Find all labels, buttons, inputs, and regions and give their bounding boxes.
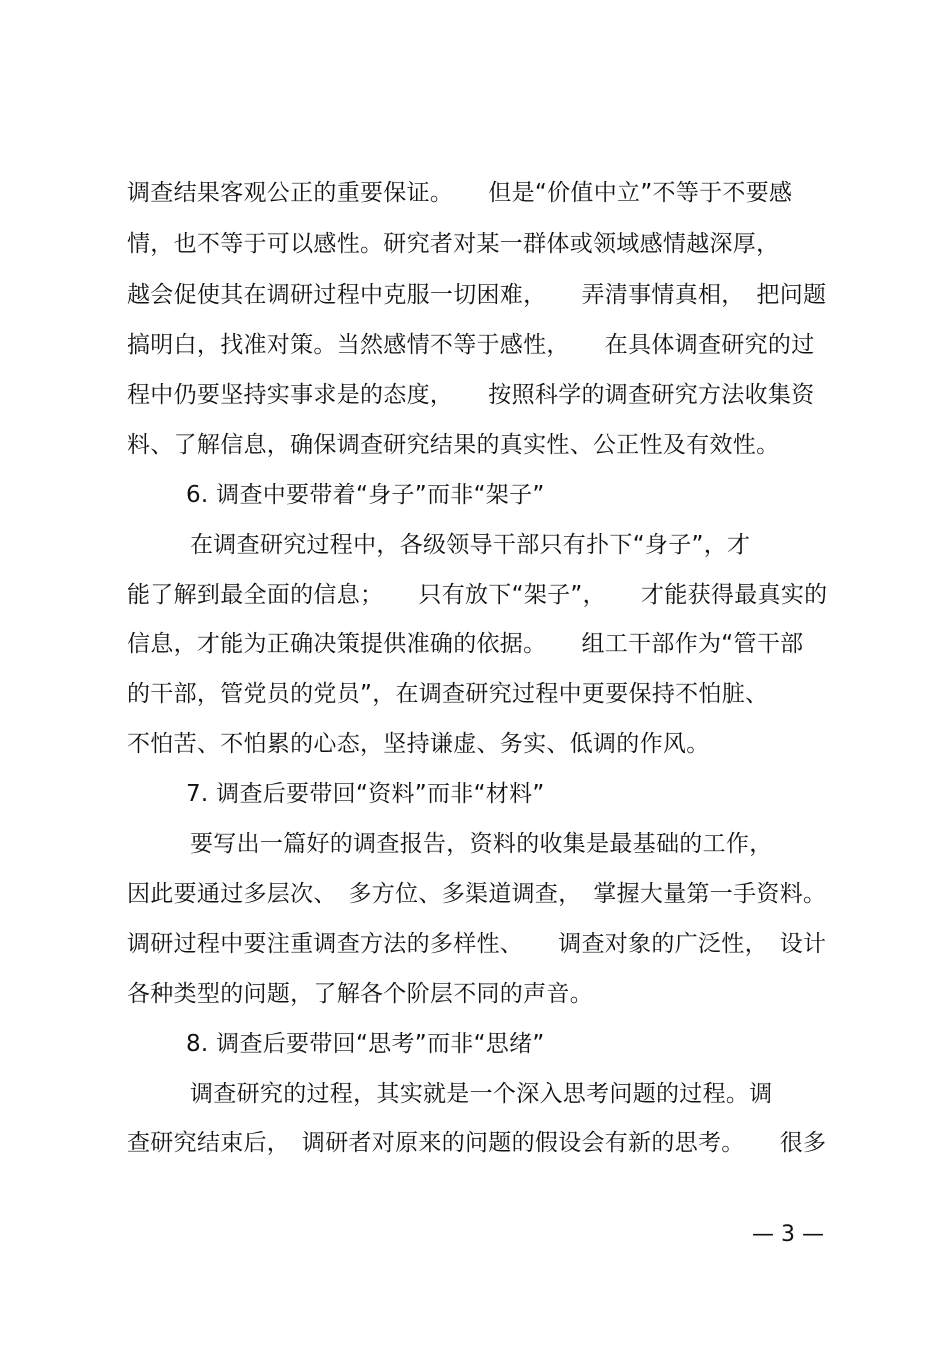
text-line: 调研过程中要注重调查方法的多样性、 调查对象的广泛性， 设计 <box>127 931 827 957</box>
text-line: 的干部，管党员的党员”，在调查研究过程中更要保持不怕脏、 <box>127 681 769 707</box>
text-line: 料、了解信息，确保调查研究结果的真实性、公正性及有效性。 <box>127 432 780 458</box>
section-heading: 7. 调查后要带回“资料”而非“材料” <box>186 781 545 807</box>
section-heading: 8. 调查后要带回“思考”而非“思绪” <box>186 1031 545 1057</box>
text-line: 查研究结束后， 调研者对原来的问题的假设会有新的思考。 很多 <box>127 1130 827 1156</box>
text-line: 因此要通过多层次、 多方位、多渠道调查， 掌握大量第一手资料。 <box>127 881 827 907</box>
text-line: 能了解到最全面的信息； 只有放下“架子”， 才能获得最真实的 <box>127 582 828 608</box>
text-line: 各种类型的问题，了解各个阶层不同的声音。 <box>127 981 593 1007</box>
text-line: 不怕苦、不怕累的心态，坚持谦虚、务实、低调的作风。 <box>127 731 710 757</box>
text-line: 调查结果客观公正的重要保证。 但是“价值中立”不等于不要感 <box>127 180 793 206</box>
section-heading: 6. 调查中要带着“身子”而非“架子” <box>186 482 545 508</box>
text-line: 程中仍要坚持实事求是的态度， 按照科学的调查研究方法收集资 <box>127 382 815 408</box>
text-line: 情，也不等于可以感性。研究者对某一群体或领域感情越深厚， <box>127 231 780 257</box>
text-line: 要写出一篇好的调查报告，资料的收集是最基础的工作， <box>190 831 773 857</box>
text-line: 信息，才能为正确决策提供准确的依据。 组工干部作为“管干部 <box>127 631 804 657</box>
page-number: — 3 — <box>752 1222 824 1247</box>
text-line: 调查研究的过程，其实就是一个深入思考问题的过程。调 <box>190 1081 773 1107</box>
text-line: 越会促使其在调研过程中克服一切困难， 弄清事情真相， 把问题 <box>127 282 827 308</box>
text-line: 在调查研究过程中，各级领导干部只有扑下“身子”，才 <box>190 532 751 558</box>
text-line: 搞明白，找准对策。当然感情不等于感性， 在具体调查研究的过 <box>127 332 815 358</box>
